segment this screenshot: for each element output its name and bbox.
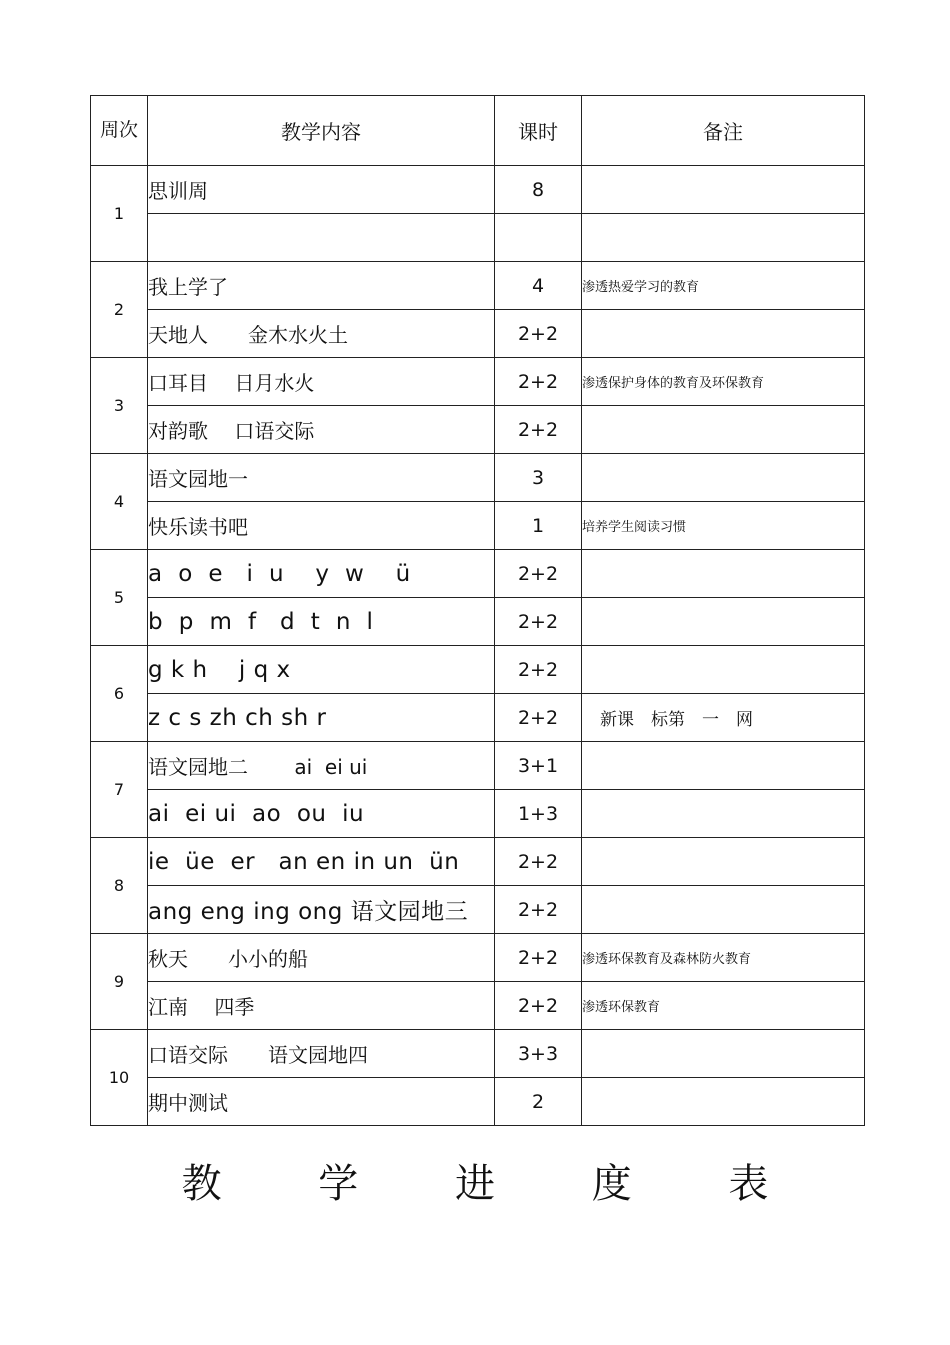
table-row <box>91 406 865 454</box>
hours-cell: 3+1 <box>495 742 582 790</box>
table-header-row <box>91 96 865 166</box>
week-number: 10 <box>91 1030 148 1126</box>
table-row <box>91 790 865 838</box>
content-cell: a o e i u y w ü <box>148 550 495 598</box>
note-cell: 渗透保护身体的教育及环保教育 <box>582 358 865 406</box>
table-row <box>91 262 865 310</box>
note-cell <box>582 406 865 454</box>
content-cell: ang eng ing ong 语文园地三 <box>148 886 495 934</box>
header-content: 教学内容 <box>148 96 495 166</box>
content-cell: 天地人 金木水火土 <box>148 310 495 358</box>
week-number: 2 <box>91 262 148 358</box>
note-cell <box>582 1078 865 1126</box>
hours-cell: 2+2 <box>495 406 582 454</box>
hours-cell: 4 <box>495 262 582 310</box>
hours-cell: 2+2 <box>495 934 582 982</box>
content-cell: g k h j q x <box>148 646 495 694</box>
table-row <box>91 454 865 502</box>
note-cell <box>582 550 865 598</box>
table-row <box>91 502 865 550</box>
content-cell: 快乐读书吧 <box>148 502 495 550</box>
note-cell <box>582 1030 865 1078</box>
content-cell: b p m f d t n l <box>148 598 495 646</box>
hours-cell <box>495 214 582 262</box>
week-number: 9 <box>91 934 148 1030</box>
hours-cell: 2+2 <box>495 550 582 598</box>
note-cell <box>582 214 865 262</box>
table-row <box>91 358 865 406</box>
table-row <box>91 214 865 262</box>
week-number: 3 <box>91 358 148 454</box>
content-cell: 口耳目 日月水火 <box>148 358 495 406</box>
note-cell: 新课 标第 一 网 <box>582 694 865 742</box>
header-notes: 备注 <box>582 96 865 166</box>
table-row <box>91 166 865 214</box>
header-hours: 课时 <box>495 96 582 166</box>
note-cell: 培养学生阅读习惯 <box>582 502 865 550</box>
note-cell <box>582 454 865 502</box>
note-cell <box>582 742 865 790</box>
table-row <box>91 838 865 886</box>
table-row <box>91 742 865 790</box>
note-cell <box>582 790 865 838</box>
table-row <box>91 1030 865 1078</box>
hours-cell: 3+3 <box>495 1030 582 1078</box>
table-row <box>91 934 865 982</box>
schedule-table <box>90 95 865 1126</box>
table-row <box>91 1078 865 1126</box>
note-cell <box>582 598 865 646</box>
content-cell: 语文园地二 ai ei ui <box>148 742 495 790</box>
note-cell: 渗透环保教育及森林防火教育 <box>582 934 865 982</box>
hours-cell: 2 <box>495 1078 582 1126</box>
header-week: 周次 <box>91 96 148 166</box>
content-cell: 我上学了 <box>148 262 495 310</box>
hours-cell: 2+2 <box>495 982 582 1030</box>
week-number: 6 <box>91 646 148 742</box>
note-cell <box>582 646 865 694</box>
table-row <box>91 982 865 1030</box>
week-number: 4 <box>91 454 148 550</box>
week-number: 5 <box>91 550 148 646</box>
hours-cell: 2+2 <box>495 886 582 934</box>
content-cell: 口语交际 语文园地四 <box>148 1030 495 1078</box>
content-cell: 期中测试 <box>148 1078 495 1126</box>
note-cell <box>582 166 865 214</box>
table-row <box>91 598 865 646</box>
content-cell: 对韵歌 口语交际 <box>148 406 495 454</box>
table-row <box>91 886 865 934</box>
hours-cell: 3 <box>495 454 582 502</box>
hours-cell: 1 <box>495 502 582 550</box>
hours-cell: 1+3 <box>495 790 582 838</box>
content-cell: z c s zh ch sh r <box>148 694 495 742</box>
week-number: 7 <box>91 742 148 838</box>
hours-cell: 2+2 <box>495 310 582 358</box>
note-cell: 渗透热爱学习的教育 <box>582 262 865 310</box>
content-cell: 江南 四季 <box>148 982 495 1030</box>
hours-cell: 2+2 <box>495 646 582 694</box>
note-cell <box>582 838 865 886</box>
note-cell <box>582 886 865 934</box>
table-row <box>91 694 865 742</box>
hours-cell: 8 <box>495 166 582 214</box>
table-row <box>91 550 865 598</box>
content-cell: 秋天 小小的船 <box>148 934 495 982</box>
content-cell: ie üe er an en in un ün <box>148 838 495 886</box>
hours-cell: 2+2 <box>495 358 582 406</box>
hours-cell: 2+2 <box>495 838 582 886</box>
week-number: 1 <box>91 166 148 262</box>
week-number: 8 <box>91 838 148 934</box>
table-row <box>91 310 865 358</box>
document-title: 教 学 进 度 表 <box>181 1161 811 1207</box>
table-row <box>91 646 865 694</box>
note-cell <box>582 310 865 358</box>
content-cell: 语文园地一 <box>148 454 495 502</box>
note-cell: 渗透环保教育 <box>582 982 865 1030</box>
content-cell: 思训周 <box>148 166 495 214</box>
content-cell: ai ei ui ao ou iu <box>148 790 495 838</box>
hours-cell: 2+2 <box>495 598 582 646</box>
content-cell <box>148 214 495 262</box>
hours-cell: 2+2 <box>495 694 582 742</box>
